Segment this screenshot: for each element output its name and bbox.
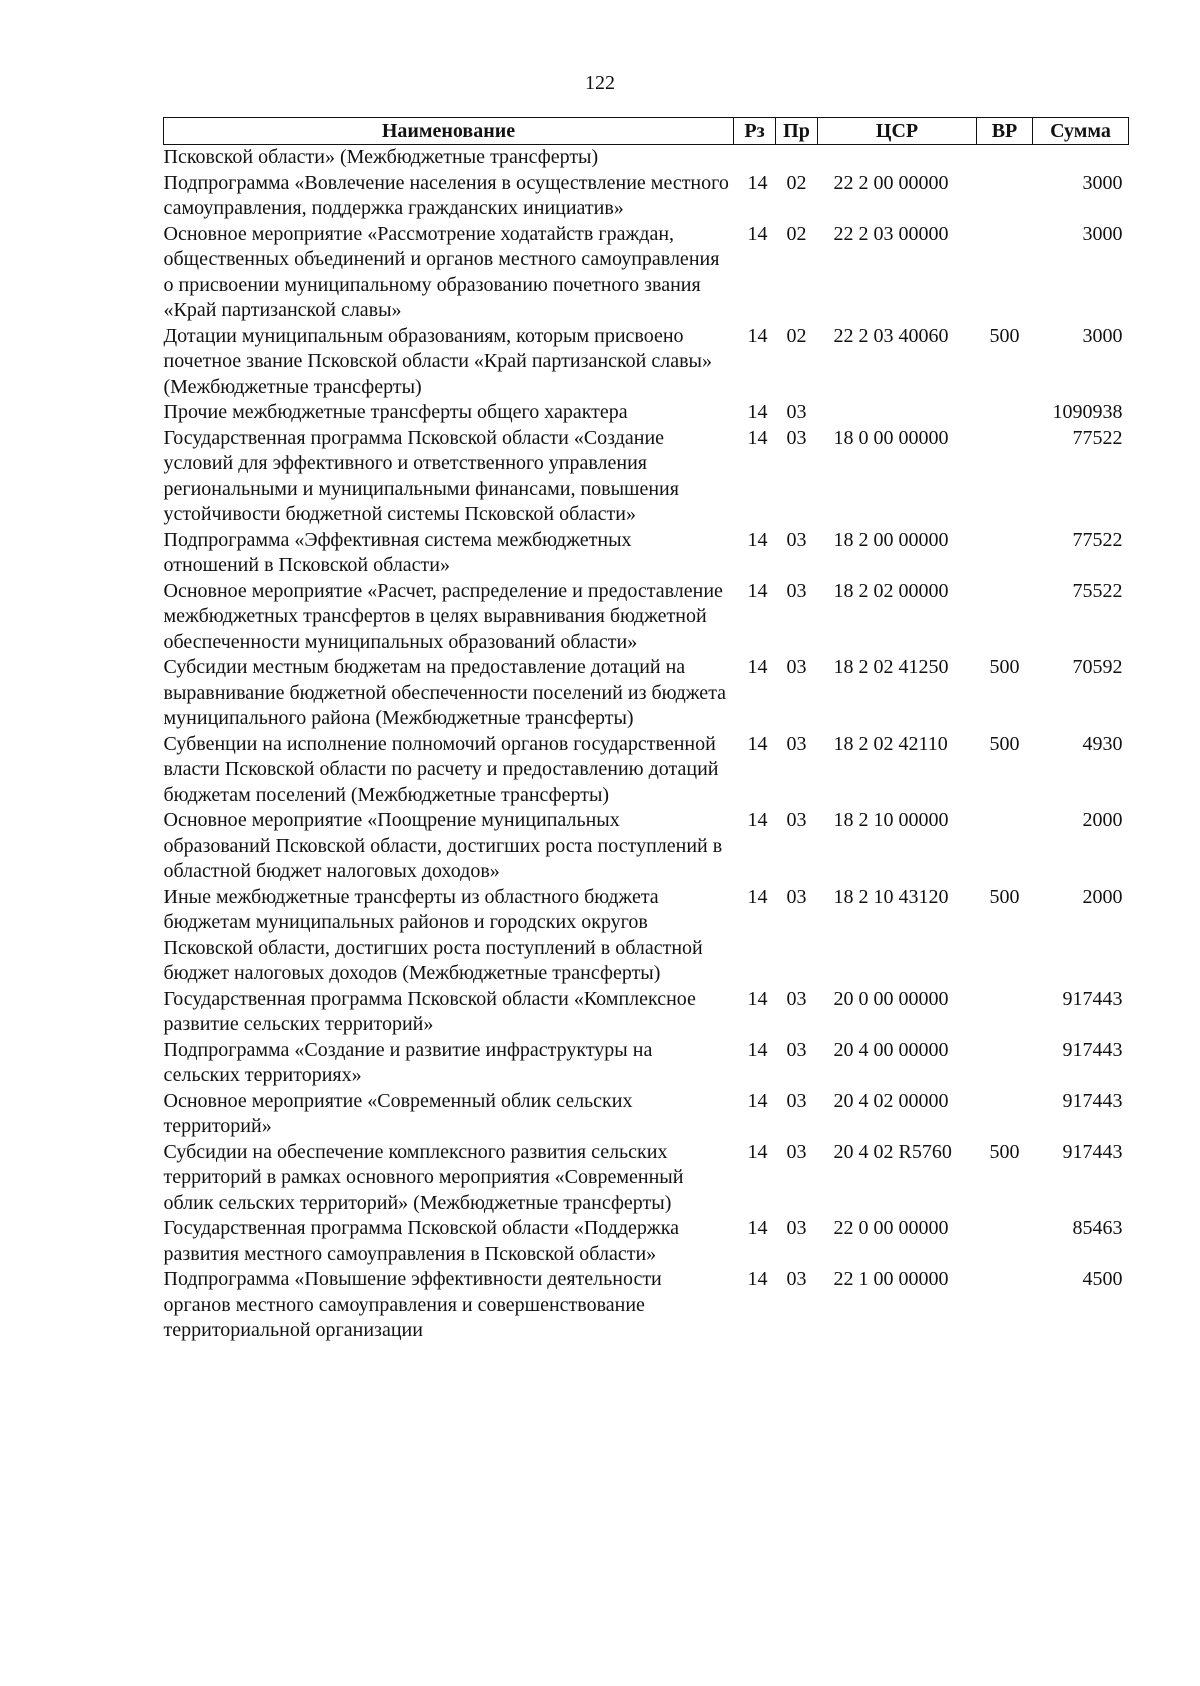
cell-csr: 18 2 02 42110 <box>833 732 948 755</box>
cell-csr: 22 2 03 40060 <box>833 324 949 347</box>
cell-sum: 4930 <box>1082 732 1123 755</box>
cell-name: Субвенции на исполнение полномочий органов государственной власти Псковской области по расчету и предоставлению дотаций бюджетам поселений (Межбюджетные трансферты) <box>163 732 719 806</box>
cell-name: Государственная программа Псковской области «Комплексное развитие сельских территорий» <box>163 987 696 1035</box>
table-row <box>164 987 1129 1038</box>
cell-rz: 14 <box>747 401 768 423</box>
cell-rz: 14 <box>747 1038 768 1061</box>
cell-csr: 22 1 00 00000 <box>833 1268 949 1290</box>
cell-name: Подпрограмма «Создание и развитие инфраструктуры на сельских территориях» <box>163 1038 653 1086</box>
cell-csr: 20 4 02 00000 <box>833 1089 949 1112</box>
header-pr: Пр <box>776 118 818 145</box>
cell-name: Государственная программа Псковской области «Создание условий для эффективного и ответственного управления региональными и муниципальными финансами, повышения устойчивости бюджетной системы Псковской области» <box>163 426 679 525</box>
cell-vr <box>977 1089 1033 1140</box>
cell-csr: 18 2 10 00000 <box>833 809 949 831</box>
cell-name: Прочие межбюджетные трансферты общего характера <box>163 401 628 423</box>
cell-csr: 18 2 02 41250 <box>833 656 949 678</box>
cell-rz: 14 <box>747 656 768 678</box>
cell-csr <box>818 145 977 171</box>
table-row <box>164 1140 1129 1217</box>
cell-vr <box>977 426 1033 528</box>
header-sum: Сумма <box>1033 118 1129 145</box>
cell-pr: 03 <box>786 732 807 755</box>
table-row <box>164 579 1129 656</box>
cell-vr <box>977 579 1033 656</box>
cell-vr <box>977 171 1033 222</box>
table-row <box>164 885 1129 987</box>
cell-sum: 1090938 <box>1052 401 1123 423</box>
cell-name: Иные межбюджетные трансферты из областного бюджета бюджетам муниципальных районов и городских округов Псковской области, достигших роста поступлений в областной бюджет налоговых доходов (Межбюджетные трансферты) <box>163 885 703 984</box>
cell-csr: 22 0 00 00000 <box>833 1217 949 1239</box>
cell-sum: 3000 <box>1082 324 1123 347</box>
cell-pr: 02 <box>786 222 807 245</box>
cell-pr: 03 <box>786 809 807 831</box>
cell-pr: 03 <box>786 1089 807 1112</box>
cell-vr: 500 <box>989 1140 1020 1163</box>
cell-sum: 2000 <box>1082 885 1123 908</box>
cell-vr <box>977 145 1033 171</box>
table-row <box>164 171 1129 222</box>
cell-csr: 22 2 03 00000 <box>833 222 949 245</box>
cell-name: Субсидии местным бюджетам на предоставление дотаций на выравнивание бюджетной обеспеченности поселений из бюджета муниципального района (Межбюджетные трансферты) <box>163 656 727 729</box>
cell-pr: 03 <box>786 656 807 678</box>
table-row <box>164 426 1129 528</box>
cell-rz: 14 <box>747 222 768 245</box>
cell-sum: 2000 <box>1082 809 1123 831</box>
cell-csr: 18 2 00 00000 <box>833 528 949 551</box>
cell-name: Дотации муниципальным образованиям, которым присвоено почетное звание Псковской области «Край партизанской славы» (Межбюджетные трансферты) <box>163 324 712 398</box>
table-row <box>164 1089 1129 1140</box>
cell-name: Подпрограмма «Повышение эффективности деятельности органов местного самоуправления и совершенствование территориальной организации <box>163 1268 662 1341</box>
cell-vr: 500 <box>989 732 1020 755</box>
cell-sum: 70592 <box>1072 656 1123 678</box>
cell-name: Псковской области» (Межбюджетные трансферты) <box>163 146 599 168</box>
cell-csr: 18 2 02 00000 <box>833 579 949 602</box>
header-name: Наименование <box>164 118 734 145</box>
cell-vr: 500 <box>989 324 1020 347</box>
cell-pr: 03 <box>786 885 807 908</box>
cell-name: Государственная программа Псковской области «Поддержка развития местного самоуправления в Псковской области» <box>163 1217 680 1265</box>
cell-name: Основное мероприятие «Рассмотрение ходатайств граждан, общественных объединений и органов местного самоуправления о присвоении муниципальному образованию почетного звания «Край партизанской славы» <box>163 222 720 321</box>
cell-sum: 75522 <box>1072 579 1123 602</box>
table-body <box>164 145 1129 1344</box>
cell-sum: 77522 <box>1072 426 1123 449</box>
cell-name: Подпрограмма «Вовлечение населения в осуществление местного самоуправления, поддержка гражданских инициатив» <box>163 171 729 219</box>
cell-name: Субсидии на обеспечение комплексного развития сельских территорий в рамках основного мероприятия «Современный облик сельских территорий» (Межбюджетные трансферты) <box>163 1140 684 1214</box>
cell-rz: 14 <box>747 426 768 449</box>
cell-vr: 500 <box>989 885 1020 908</box>
cell-csr <box>818 400 977 426</box>
header-vr: ВР <box>977 118 1033 145</box>
cell-pr: 03 <box>786 1217 807 1239</box>
cell-rz <box>734 145 776 171</box>
cell-rz: 14 <box>747 579 768 602</box>
cell-csr: 22 2 00 00000 <box>833 171 949 194</box>
cell-pr: 03 <box>786 987 807 1010</box>
table-row <box>164 400 1129 426</box>
header-rz: Рз <box>734 118 776 145</box>
cell-name: Основное мероприятие «Расчет, распределение и предоставление межбюджетных трансфертов в целях выравнивания бюджетной обеспеченности муниципальных образований области» <box>163 579 723 653</box>
table-header <box>164 118 1129 145</box>
cell-pr <box>776 145 818 171</box>
cell-csr: 20 0 00 00000 <box>833 987 949 1010</box>
table-row <box>164 1216 1129 1267</box>
cell-sum: 917443 <box>1062 987 1123 1010</box>
cell-vr <box>977 1038 1033 1089</box>
cell-rz: 14 <box>747 171 768 194</box>
cell-sum: 917443 <box>1062 1089 1123 1112</box>
table-row <box>164 808 1129 885</box>
cell-name: Основное мероприятие «Поощрение муниципальных образований Псковской области, достигших роста поступлений в областной бюджет налоговых доходов» <box>163 809 723 882</box>
table-row <box>164 222 1129 324</box>
cell-csr: 18 0 00 00000 <box>833 426 949 449</box>
cell-pr: 03 <box>786 426 807 449</box>
cell-sum: 917443 <box>1062 1038 1123 1061</box>
cell-vr <box>977 808 1033 885</box>
cell-rz: 14 <box>747 1140 768 1163</box>
table-row <box>164 732 1129 809</box>
cell-rz: 14 <box>747 885 768 908</box>
cell-vr <box>977 528 1033 579</box>
cell-pr: 03 <box>786 528 807 551</box>
cell-csr: 20 4 00 00000 <box>833 1038 949 1061</box>
cell-sum: 3000 <box>1082 222 1123 245</box>
cell-rz: 14 <box>747 1217 768 1239</box>
cell-vr <box>977 987 1033 1038</box>
cell-pr: 03 <box>786 1268 807 1290</box>
cell-rz: 14 <box>747 987 768 1010</box>
cell-vr <box>977 1216 1033 1267</box>
cell-sum <box>1033 145 1129 171</box>
budget-table <box>163 117 1129 1344</box>
cell-vr <box>977 400 1033 426</box>
cell-csr: 18 2 10 43120 <box>833 885 949 908</box>
cell-rz: 14 <box>747 1268 768 1290</box>
table-row <box>164 1267 1129 1344</box>
table-row <box>164 145 1129 171</box>
cell-vr <box>977 222 1033 324</box>
cell-pr: 02 <box>786 324 807 347</box>
table-row <box>164 1038 1129 1089</box>
cell-vr <box>977 1267 1033 1344</box>
cell-name: Основное мероприятие «Современный облик сельских территорий» <box>163 1089 633 1137</box>
cell-pr: 03 <box>786 579 807 602</box>
cell-pr: 03 <box>786 1140 807 1163</box>
table-row <box>164 528 1129 579</box>
cell-name: Подпрограмма «Эффективная система межбюджетных отношений в Псковской области» <box>163 528 632 576</box>
cell-sum: 3000 <box>1082 171 1123 194</box>
cell-sum: 917443 <box>1062 1140 1123 1163</box>
cell-sum: 85463 <box>1072 1217 1123 1239</box>
cell-vr: 500 <box>989 656 1020 678</box>
cell-pr: 03 <box>786 1038 807 1061</box>
cell-rz: 14 <box>747 732 768 755</box>
cell-pr: 03 <box>786 401 807 423</box>
table-row <box>164 655 1129 732</box>
cell-rz: 14 <box>747 528 768 551</box>
table-row <box>164 324 1129 401</box>
cell-csr: 20 4 02 R5760 <box>833 1140 952 1163</box>
cell-rz: 14 <box>747 809 768 831</box>
cell-rz: 14 <box>747 1089 768 1112</box>
header-csr: ЦСР <box>818 118 977 145</box>
cell-sum: 4500 <box>1082 1268 1123 1290</box>
cell-sum: 77522 <box>1072 528 1123 551</box>
cell-pr: 02 <box>786 171 807 194</box>
cell-rz: 14 <box>747 324 768 347</box>
page-number: 122 <box>585 72 615 94</box>
